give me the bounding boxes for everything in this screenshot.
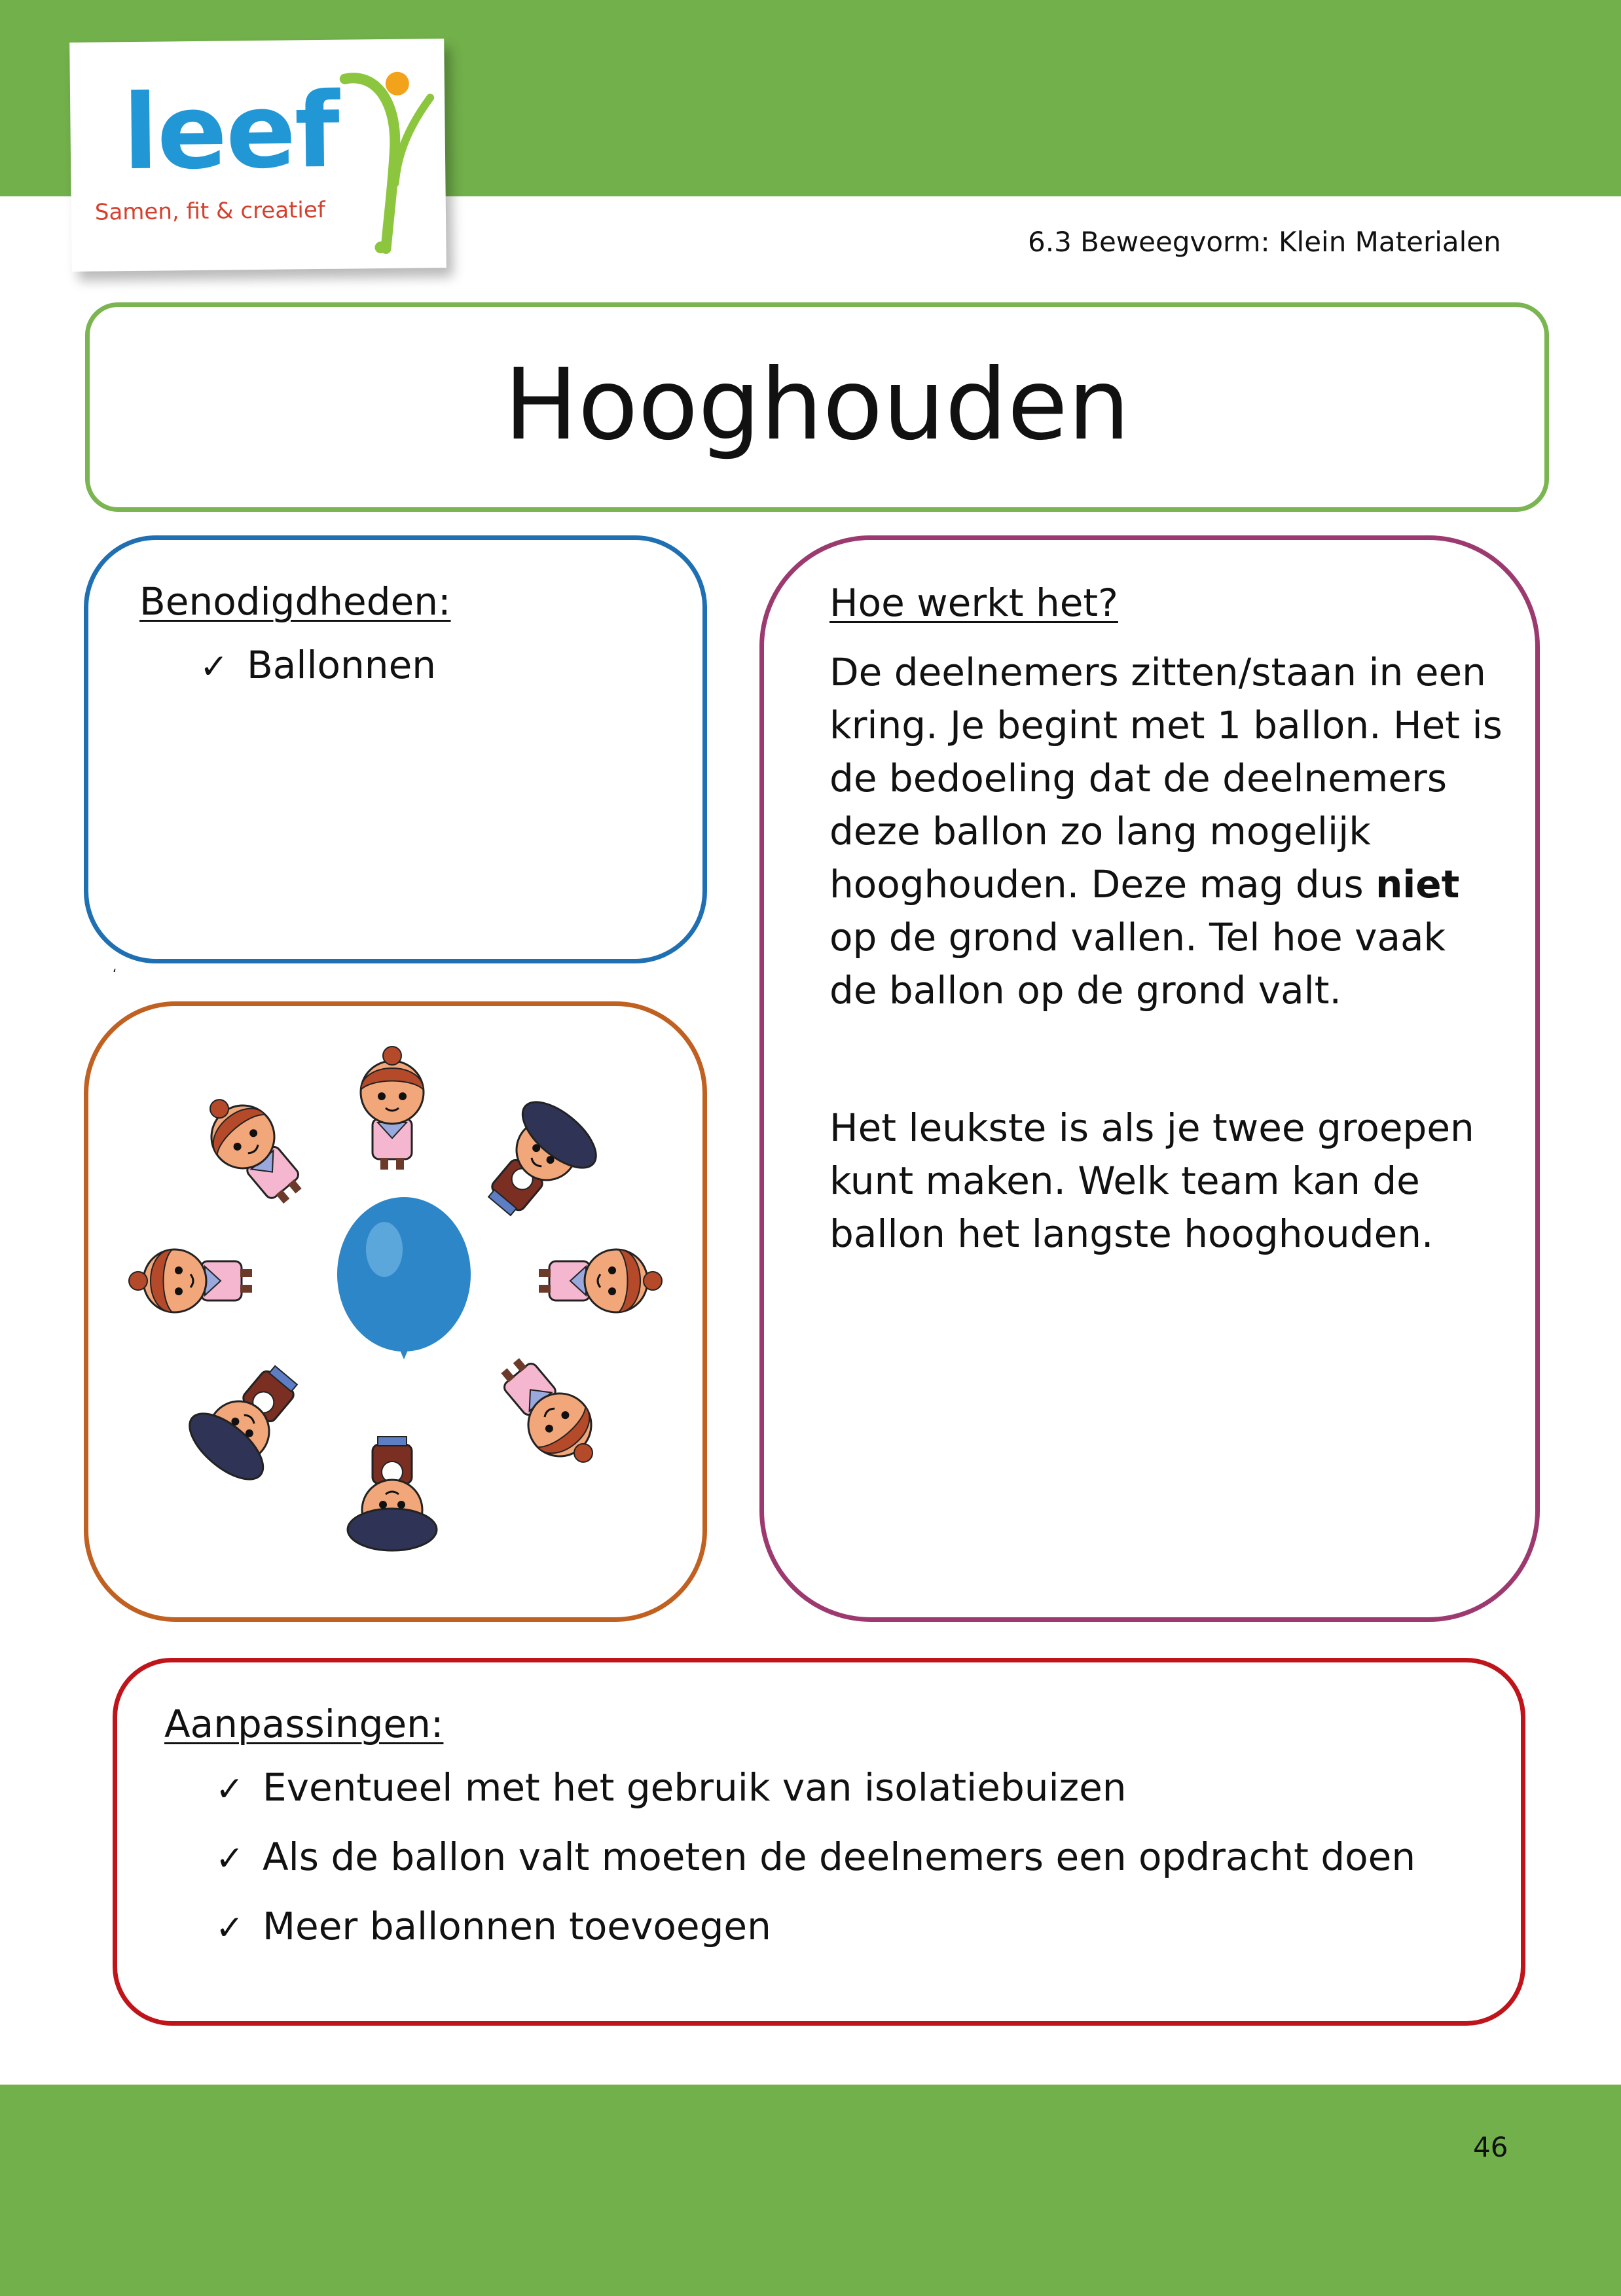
check-icon: ✓	[215, 1770, 244, 1809]
logo-tagline: Samen, fit & creatief	[94, 196, 325, 226]
how-paragraph-2: Het leukste is als je twee groepen kunt maken. Welk team kan de ballon het langste hooghouden.	[829, 1105, 1474, 1256]
page-title: Hooghouden	[503, 348, 1131, 462]
footer-band	[0, 2085, 1621, 2296]
how-heading: Hoe werkt het?	[829, 581, 1118, 625]
list-item	[200, 632, 436, 701]
how-text-1b: op de grond vallen. Tel hoe vaak de ballon op de grond valt.	[829, 915, 1446, 1013]
logo-word: leef	[122, 70, 339, 194]
how-paragraph-1	[829, 646, 1504, 1017]
check-icon: ✓	[215, 1909, 244, 1948]
section-reference: 6.3 Beweegvorm: Klein Materialen	[1028, 226, 1501, 258]
needs-heading: Benodigdheden:	[139, 579, 451, 624]
check-icon: ✓	[200, 647, 228, 687]
adaptations-list	[215, 1754, 1415, 1962]
title-box	[85, 302, 1549, 512]
adaptations-heading: Aanpassingen:	[164, 1702, 444, 1746]
check-icon: ✓	[215, 1839, 244, 1878]
how-text-bold: niet	[1375, 862, 1460, 906]
list-item	[215, 1823, 1415, 1893]
logo-figure-icon	[331, 52, 438, 262]
needs-item: Ballonnen	[247, 643, 437, 687]
needs-box	[84, 535, 707, 963]
how-text-1a: De deelnemers zitten/staan in een kring. Je begint met 1 ballon. Het is de bedoeling dat de deelnemers deze ballon zo lang mogelijk hooghouden. Deze mag dus	[829, 650, 1503, 906]
illustration-box	[84, 1001, 707, 1622]
list-item	[215, 1754, 1415, 1823]
page-number: 46	[1473, 2131, 1508, 2163]
how-box	[759, 535, 1540, 1622]
needs-list	[200, 632, 436, 701]
children-circle-balloon-illustration	[88, 1006, 702, 1617]
adaptation-item: Meer ballonnen toevoegen	[263, 1904, 771, 1948]
list-item	[215, 1893, 1415, 1962]
stray-mark: ‘	[113, 966, 117, 982]
adaptation-item: Als de ballon valt moeten de deelnemers een opdracht doen	[263, 1835, 1416, 1879]
adaptations-box	[113, 1658, 1525, 2026]
adaptation-item: Eventueel met het gebruik van isolatiebuizen	[263, 1765, 1127, 1810]
logo	[69, 39, 446, 272]
